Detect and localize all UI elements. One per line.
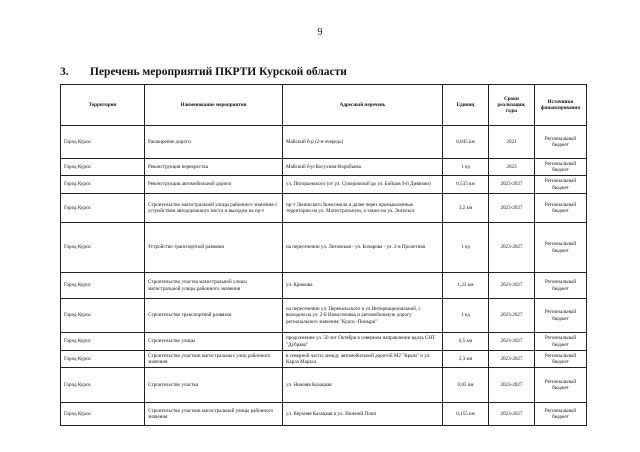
cell-years: 2023 — [489, 159, 535, 176]
section-number: 3. — [60, 66, 69, 78]
table-header-row — [61, 85, 587, 126]
cell-units: 0,155 км — [443, 403, 489, 426]
table-row — [61, 176, 587, 194]
table-body — [61, 126, 587, 426]
cell-name: Строительство участка — [145, 368, 283, 403]
column-header: Источники финансирования — [535, 85, 587, 126]
cell-units: 1 ед — [443, 223, 489, 273]
cell-territory: Город Курск — [61, 126, 145, 159]
cell-name: Устройство транспортной развязки — [145, 223, 283, 273]
cell-units: 1 ед — [443, 299, 489, 333]
cell-territory: Город Курск — [61, 351, 145, 368]
table-row — [61, 368, 587, 403]
section-heading — [60, 66, 347, 78]
section-title: Перечень мероприятий ПКРТИ Курской области — [90, 66, 347, 78]
cell-source: Региональный бюджет — [535, 176, 587, 194]
cell-units: 3,2 км — [443, 194, 489, 223]
table-row — [61, 194, 587, 223]
cell-source: Региональный бюджет — [535, 368, 587, 403]
cell-territory: Город Курск — [61, 194, 145, 223]
cell-units: 0,535 км — [443, 176, 489, 194]
cell-source: Региональный бюджет — [535, 273, 587, 299]
cell-years: 2023-2027 — [489, 403, 535, 426]
cell-address: ул. Крюкова — [283, 273, 443, 299]
cell-units: 6,5 км — [443, 333, 489, 351]
cell-years: 2023-2027 — [489, 273, 535, 299]
table-row — [61, 273, 587, 299]
cell-source: Региональный бюджет — [535, 403, 587, 426]
cell-name: Строительство участков магистральных улиц районного значения — [145, 351, 283, 368]
cell-name: Строительство улицы — [145, 333, 283, 351]
cell-territory: Город Курск — [61, 333, 145, 351]
column-header: Единиц — [443, 85, 489, 126]
table-row — [61, 223, 587, 273]
table-row — [61, 333, 587, 351]
cell-years: 2023-2027 — [489, 333, 535, 351]
table-row — [61, 403, 587, 426]
cell-units: 0,845 км — [443, 126, 489, 159]
cell-address: ул. Верхняя Казацкая и ул. Нижний Плип — [283, 403, 443, 426]
cell-source: Региональный бюджет — [535, 194, 587, 223]
cell-years: 2023-2027 — [489, 368, 535, 403]
cell-territory: Город Курск — [61, 176, 145, 194]
cell-name: Реконструкция автомобильной дороги — [145, 176, 283, 194]
cell-address: ул. Пигорьевского (от ул. Суворовской до ул. Бойцов 9-й Дивизии) — [283, 176, 443, 194]
cell-address: Майский б-р-Косухина-Воробьева — [283, 159, 443, 176]
cell-source: Региональный бюджет — [535, 333, 587, 351]
column-header: Наименование мероприятия — [145, 85, 283, 126]
cell-address: в северной части, между автомобильной дорогой М2 "Крым" и ул. Карла Маркса — [283, 351, 443, 368]
cell-name: Строительство магистральной улицы районного значения с устройством автодорожного моста и выходом на пр-т — [145, 194, 283, 223]
column-header: Территория — [61, 85, 145, 126]
cell-address: Майский б-р (2-я очередь) — [283, 126, 443, 159]
cell-years: 2023-2027 — [489, 351, 535, 368]
cell-source: Региональный бюджет — [535, 159, 587, 176]
cell-years: 2023-2027 — [489, 194, 535, 223]
cell-name: Строительство участков магистральной улицы районного значения — [145, 403, 283, 426]
cell-units: 1 ед — [443, 159, 489, 176]
cell-source: Региональный бюджет — [535, 351, 587, 368]
cell-units: 0,83 км — [443, 368, 489, 403]
cell-territory: Город Курск — [61, 223, 145, 273]
cell-name: Расширение дороги — [145, 126, 283, 159]
cell-territory: Город Курск — [61, 159, 145, 176]
cell-address: на пересечении ул. Перекальского и ул.Интернациональной, с выходом на ул. 2-й Новоселовка и автомобильную дорогу регионального значения "Курск -Поныри" — [283, 299, 443, 333]
cell-territory: Город Курск — [61, 403, 145, 426]
cell-years: 2023-2027 — [489, 299, 535, 333]
cell-source: Региональный бюджет — [535, 223, 587, 273]
cell-address: на пересечении ул. Литовская - ул. Бочарова - ул. 2-я Пролетная — [283, 223, 443, 273]
cell-units: 1,23 км — [443, 273, 489, 299]
page-number: 9 — [317, 27, 323, 38]
cell-address: ул. Нижняя Казацкая — [283, 368, 443, 403]
cell-years: 2023-2027 — [489, 176, 535, 194]
column-header: Сроки реализации, годы — [489, 85, 535, 126]
table-row — [61, 351, 587, 368]
cell-territory: Город Курск — [61, 273, 145, 299]
column-header: Адресный перечень — [283, 85, 443, 126]
measures-table — [60, 84, 587, 426]
cell-years: 2023-2027 — [489, 223, 535, 273]
cell-units: 2,3 км — [443, 351, 489, 368]
cell-source: Региональный бюджет — [535, 299, 587, 333]
cell-name: Строительство транспортной развязки — [145, 299, 283, 333]
cell-years: 2021 — [489, 126, 535, 159]
cell-address: пр-т Ленинского Комсомола и далее через промышленные территории на ул. Магистральную, а также на ул. Энгельса — [283, 194, 443, 223]
cell-name: Реконструкция перекрестка — [145, 159, 283, 176]
table-row — [61, 159, 587, 176]
table-row — [61, 126, 587, 159]
cell-territory: Город Курск — [61, 299, 145, 333]
cell-name: Строительство участка магистральной улицы магистральной улицы районного значения — [145, 273, 283, 299]
cell-source: Региональный бюджет — [535, 126, 587, 159]
cell-territory: Город Курск — [61, 368, 145, 403]
cell-address: продолжение ул. 50 лет Октября в северном направлении вдоль СНТ "Дубрава" — [283, 333, 443, 351]
table-row — [61, 299, 587, 333]
